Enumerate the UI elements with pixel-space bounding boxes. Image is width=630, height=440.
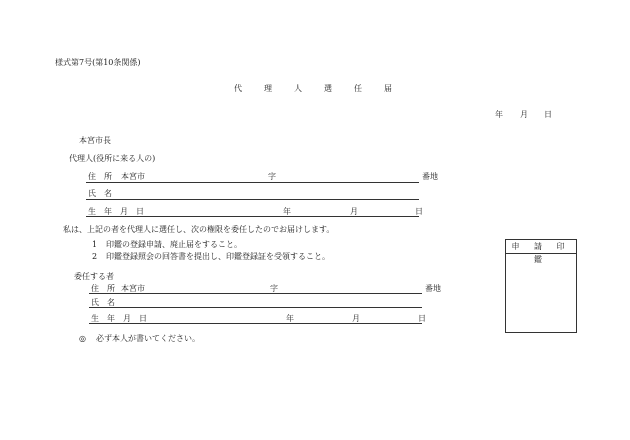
agent-address-city: 本宮市	[121, 172, 145, 181]
principal-address-city: 本宮市	[121, 284, 145, 293]
title-char: 任	[354, 84, 362, 93]
principal-address-line	[89, 293, 422, 294]
addressee: 本宮市長	[79, 136, 111, 145]
agent-name-line	[86, 199, 419, 200]
agent-heading: 代理人(役所に来る人の)	[69, 154, 156, 163]
power-number: 1	[92, 240, 98, 249]
agent-birth-label: 生 年 月 日	[88, 207, 144, 216]
principal-name-label: 氏 名	[91, 298, 115, 307]
agent-birth-day: 日	[415, 207, 423, 216]
title-char: 代	[234, 84, 242, 93]
title-char: 届	[384, 84, 392, 93]
principal-birth-month: 月	[352, 314, 360, 323]
principal-birth-day: 日	[418, 314, 426, 323]
principal-address-label: 住 所	[91, 284, 115, 293]
delegation-statement: 私は、上記の者を代理人に選任し、次の権限を委任したのでお届けします。	[63, 225, 335, 234]
principal-birth-year: 年	[286, 314, 294, 323]
seal-box	[505, 239, 577, 333]
date-day: 日	[544, 110, 552, 119]
principal-birth-label: 生 年 月 日	[91, 314, 147, 323]
date-year: 年	[495, 110, 503, 119]
agent-address-label: 住 所	[88, 172, 112, 181]
form-number: 様式第7号(第10条関係)	[55, 58, 141, 67]
title-char: 選	[324, 84, 332, 93]
principal-name-line	[89, 307, 422, 308]
power-number: 2	[92, 252, 98, 261]
agent-birth-year: 年	[283, 207, 291, 216]
principal-birth-line	[89, 323, 422, 324]
agent-birth-month: 月	[350, 207, 358, 216]
agent-birth-line	[86, 216, 419, 217]
date-month: 月	[520, 110, 528, 119]
title-char: 人	[294, 84, 302, 93]
power-text: 印鑑登録照会の回答書を提出し、印鑑登録証を受領すること。	[106, 252, 330, 261]
agent-address-aza: 字	[268, 172, 276, 181]
agent-name-label: 氏 名	[88, 189, 112, 198]
agent-address-banchi: 番地	[422, 172, 438, 181]
note-mark-icon: ◎	[79, 334, 86, 343]
agent-address-line	[86, 182, 419, 183]
seal-box-label: 申 請 印 鑑	[506, 240, 576, 254]
principal-address-banchi: 番地	[425, 284, 441, 293]
principal-address-aza: 字	[270, 284, 278, 293]
title-char: 理	[264, 84, 272, 93]
note-text: 必ず本人が書いてください。	[96, 334, 200, 343]
principal-heading: 委任する者	[74, 272, 114, 281]
power-text: 印鑑の登録申請、廃止届をすること。	[106, 240, 242, 249]
